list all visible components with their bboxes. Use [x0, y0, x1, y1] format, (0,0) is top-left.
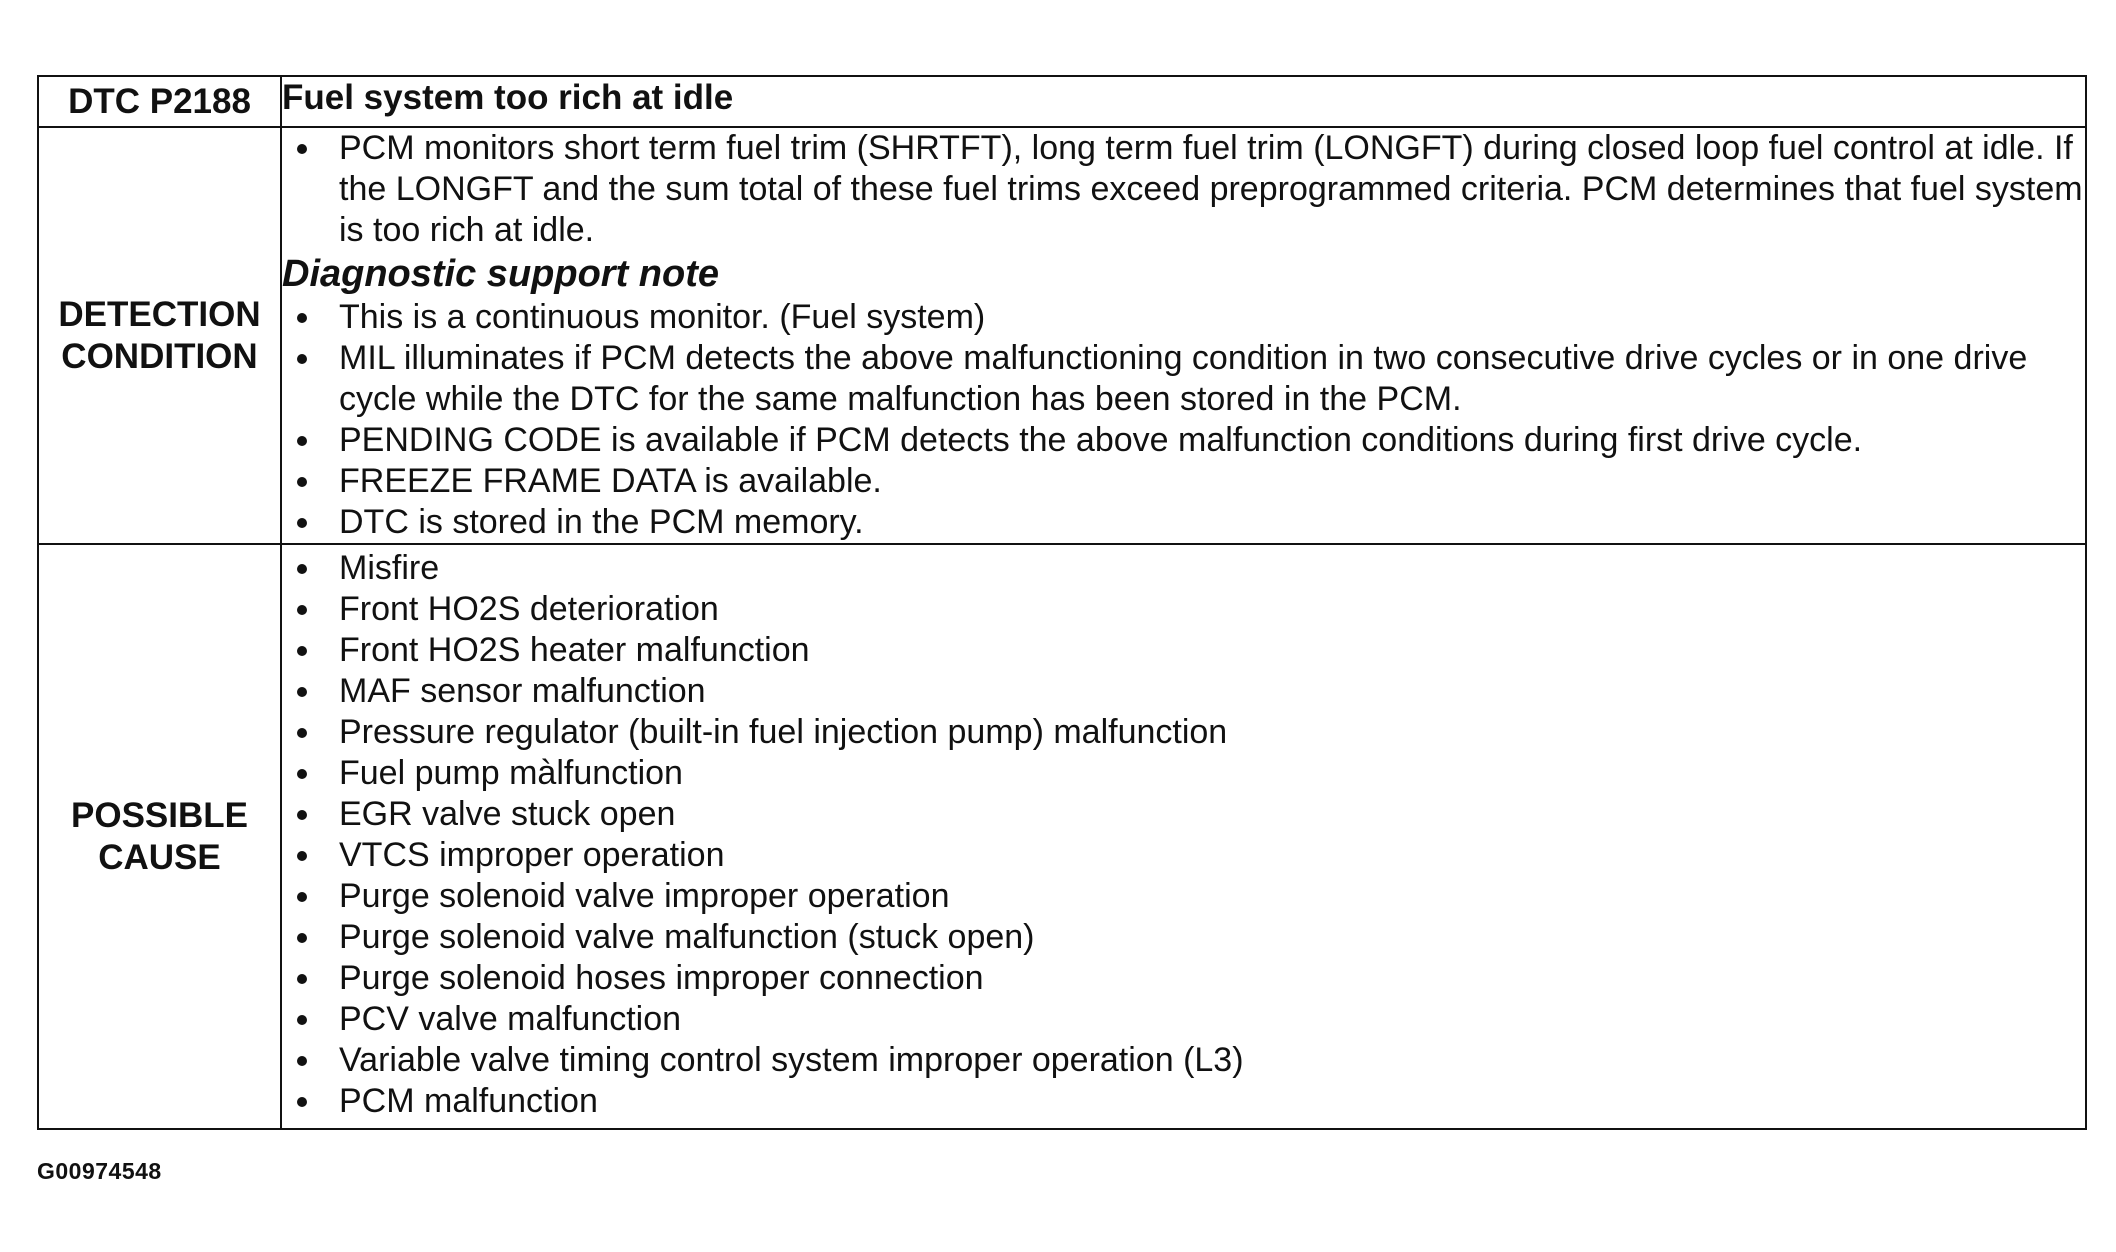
list-item: This is a continuous monitor. (Fuel system) [282, 297, 2085, 338]
cause-list [282, 548, 2085, 1122]
list-item: Front HO2S heater malfunction [282, 630, 2085, 671]
list-item: EGR valve stuck open [282, 794, 2085, 835]
dtc-table [37, 75, 2087, 1130]
cause-label-line2: CAUSE [98, 837, 221, 877]
detection-label [38, 127, 281, 544]
detection-intro-list [282, 128, 2085, 251]
list-item: Variable valve timing control system improper operation (L3) [282, 1040, 2085, 1081]
list-item: Purge solenoid hoses improper connection [282, 958, 2085, 999]
list-item: Fuel pump màlfunction [282, 753, 2085, 794]
list-item: FREEZE FRAME DATA is available. [282, 461, 2085, 502]
list-item: PCM monitors short term fuel trim (SHRTFT), long term fuel trim (LONGFT) during closed loop fuel control at idle. If the LONGFT and the sum total of these fuel trims exceed preprogrammed criteria. PCM determines that fuel system is too rich at idle. [282, 128, 2085, 251]
list-item: Front HO2S deterioration [282, 589, 2085, 630]
list-item: Pressure regulator (built-in fuel injection pump) malfunction [282, 712, 2085, 753]
note-heading: Diagnostic support note [282, 253, 719, 295]
dtc-code: DTC P2188 [38, 76, 281, 127]
detection-content [281, 127, 2086, 544]
list-item: MAF sensor malfunction [282, 671, 2085, 712]
figure-id: G00974548 [37, 1158, 162, 1184]
list-item: PENDING CODE is available if PCM detects the above malfunction conditions during first drive cycle. [282, 420, 2085, 461]
list-item: DTC is stored in the PCM memory. [282, 502, 2085, 543]
header-row [38, 76, 2086, 127]
cause-row [38, 544, 2086, 1129]
list-item: Misfire [282, 548, 2085, 589]
list-item: PCM malfunction [282, 1081, 2085, 1122]
list-item: VTCS improper operation [282, 835, 2085, 876]
detection-label-line2: CONDITION [61, 336, 258, 376]
list-item: PCV valve malfunction [282, 999, 2085, 1040]
list-item: MIL illuminates if PCM detects the above malfunctioning condition in two consecutive drive cycles or in one drive cycle while the DTC for the same malfunction has been stored in the PCM. [282, 338, 2085, 420]
list-item: Purge solenoid valve improper operation [282, 876, 2085, 917]
detection-label-line1: DETECTION [58, 294, 261, 334]
list-item: Purge solenoid valve malfunction (stuck open) [282, 917, 2085, 958]
cause-label-line1: POSSIBLE [71, 795, 248, 835]
dtc-title: Fuel system too rich at idle [281, 76, 2086, 127]
detection-notes-list [282, 297, 2085, 543]
detection-row [38, 127, 2086, 544]
cause-label [38, 544, 281, 1129]
cause-content [281, 544, 2086, 1129]
